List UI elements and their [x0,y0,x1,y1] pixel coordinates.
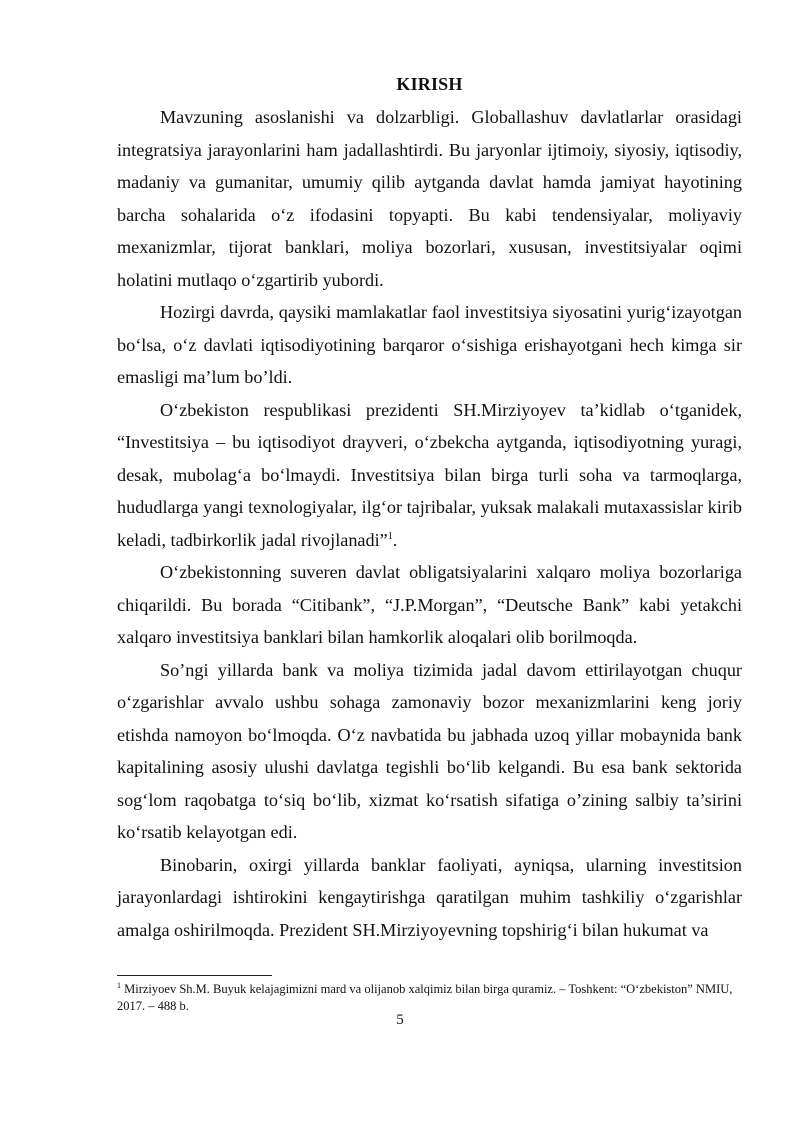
paragraph-relevance: Mavzuning asoslanishi va dolzarbligi. Globallashuv davlatlarlar orasidagi integratsiya jarayonlarini ham jadallashtirdi. Bu jaryonlar ijtimoiy, siyosiy, iqtisodiy, madaniy va gumanitar, umumiy qilib aytganda davlat hamda jamiyat hayotining barcha sohalarida o‘z ifodasini topyapti. Bu kabi tendensiyalar, moliyaviy mexanizmlar, tijorat banklari, moliya bozorlari, xususan, investitsiyalar oqimi holatini mutlaqo o‘zgartirib yubordi. [117,107,742,290]
paragraph-investment-policy: Hozirgi davrda, qaysiki mamlakatlar faol investitsiya siyosatini yurig‘izayotgan bo‘lsa, o‘z davlati iqtisodiyotining barqaror o‘sishiga erishayotgani hech kimga sir emasligi ma’lum bo’ldi. [117,302,742,387]
footnote-text: Mirziyoev Sh.M. Buyuk kelajagimizni mard va olijanob xalqimiz bilan birga quramiz. – Toshkent: “O‘zbekiston” NMIU, 2017. – 488 b. [117,982,733,1013]
section-title: KIRISH [396,74,463,94]
footnote-marker: 1 [117,980,121,990]
quote-text: O‘zbekiston respublikasi prezidenti SH.Mirziyoyev ta’kidlab o‘tganidek, “Investitsiya – bu iqtisodiyot drayveri, o‘zbekcha aytganda, iqtisodiyotning yuragi, desak, mubolag‘a bo‘lmaydi. Investitsiya bilan birga turli soha va tarmoqlarga, hududlarga yangi texnologiyalar, ilg‘or tajribalar, yuksak malakali mutaxassislar kirib keladi, tadbirkorlik jadal rivojlanadi” [117,399,742,550]
footnote [117,981,742,1015]
paragraph-president-quote [117,394,742,557]
paragraph-sovereign-bonds: O‘zbekistonning suveren davlat obligatsiyalarini xalqaro moliya bozorlariga chiqarildi. Bu borada “Citibank”, “J.P.Morgan”, “Deutsche Bank” kabi yetakchi xalqaro investitsiya banklari bilan hamkorlik aloqalari olib borilmoqda. [117,562,742,647]
footnote-reference: 1 [387,530,393,542]
paragraph-banking-reforms: So’ngi yillarda bank va moliya tizimida jadal davom ettirilayotgan chuqur o‘zgarishlar avvalo ushbu sohaga zamonaviy bozor mexanizmlarini keng joriy etishda namoyon bo‘lmoqda. O‘z navbatida bu jabhada uzoq yillar mobaynida bank kapitalining asosiy ulushi davlatga tegishli bo‘lib kelgandi. Bu esa bank sektorida sog‘lom raqobatga to‘siq bo‘lib, xizmat ko‘rsatish sifatiga o’zining salbiy ta’sirini ko‘rsatib kelayotgan edi. [117,659,742,842]
document-body [117,74,742,946]
page-number: 5 [396,1012,404,1028]
footnote-divider [117,975,272,976]
quote-trailing-period: . [392,529,398,550]
paragraph-bank-activity: Binobarin, oxirgi yillarda banklar faoliyati, ayniqsa, ularning investitsion jarayonlardagi ishtirokini kengaytirishga qaratilgan muhim tashkiliy o‘zgarishlar amalga oshirilmoqda. Prezident SH.Mirziyoyevning topshirig‘i bilan hukumat va [117,854,742,940]
